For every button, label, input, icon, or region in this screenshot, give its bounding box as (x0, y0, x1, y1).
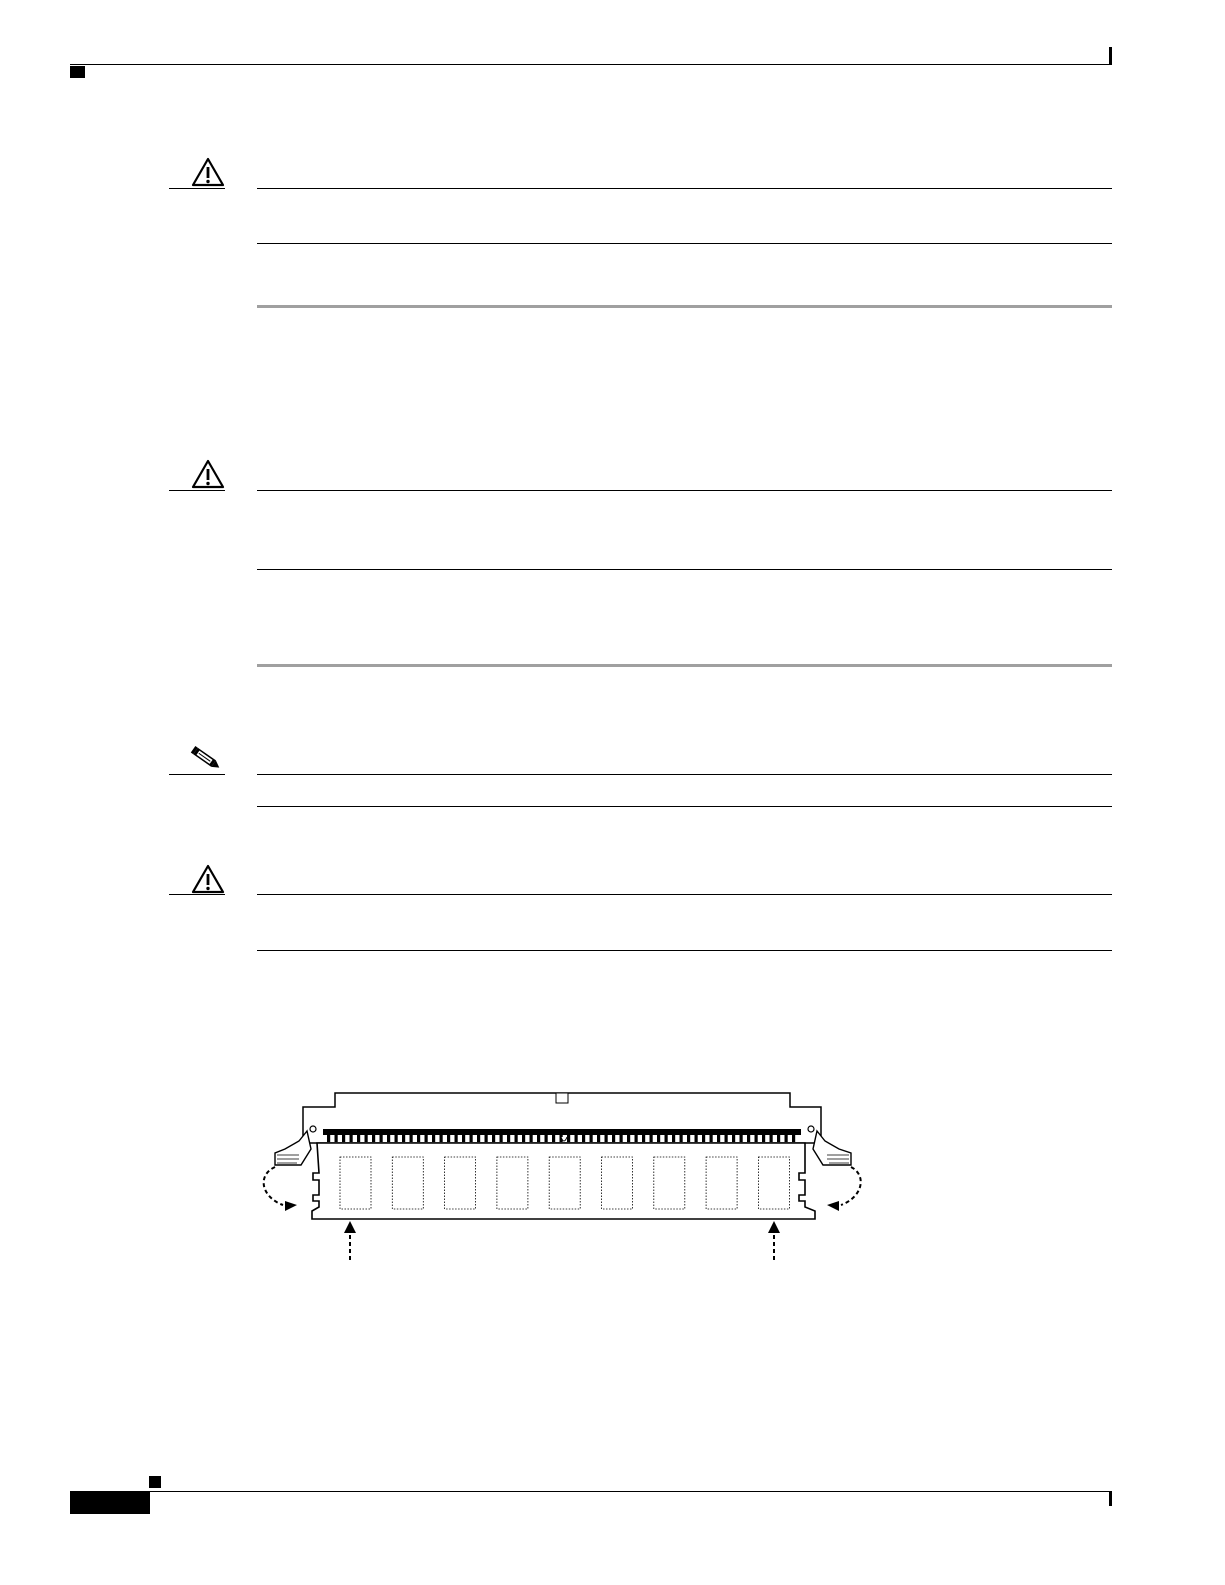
rotate-arrow-icon (827, 1167, 861, 1211)
footer-square-marker (149, 1476, 161, 1488)
caution-triangle-icon (191, 459, 225, 489)
insert-arrow-icon (344, 1221, 356, 1260)
caution-triangle-icon (191, 864, 225, 894)
caution-bottom-rule (257, 243, 1112, 244)
note-top-rule (257, 774, 1112, 775)
memory-module-figure (255, 1085, 875, 1265)
ejector-lever-icon (275, 1131, 311, 1165)
note-icon-rule (169, 774, 225, 775)
header-rule (70, 64, 1112, 65)
header-right-tick (1109, 47, 1112, 64)
caution-icon-rule (169, 894, 225, 895)
page-number-tab (70, 1492, 150, 1514)
caution-bottom-rule (257, 950, 1112, 951)
footer-right-tick (1109, 1492, 1112, 1506)
section-divider (257, 305, 1112, 308)
caution-icon-rule (169, 490, 225, 491)
caution-bottom-rule (257, 569, 1112, 570)
dimm-module-icon (312, 1143, 815, 1219)
ejector-lever-icon (813, 1131, 851, 1165)
caution-icon-rule (169, 188, 225, 189)
section-divider (257, 664, 1112, 667)
note-bottom-rule (257, 806, 1112, 807)
caution-top-rule (257, 894, 1112, 895)
header-square-marker (70, 66, 85, 78)
caution-top-rule (257, 490, 1112, 491)
caution-top-rule (257, 188, 1112, 189)
insert-arrow-icon (768, 1221, 780, 1260)
caution-triangle-icon (191, 157, 225, 187)
footer-rule (70, 1491, 1112, 1492)
note-pencil-icon (189, 745, 225, 773)
rotate-arrow-icon (264, 1167, 297, 1211)
